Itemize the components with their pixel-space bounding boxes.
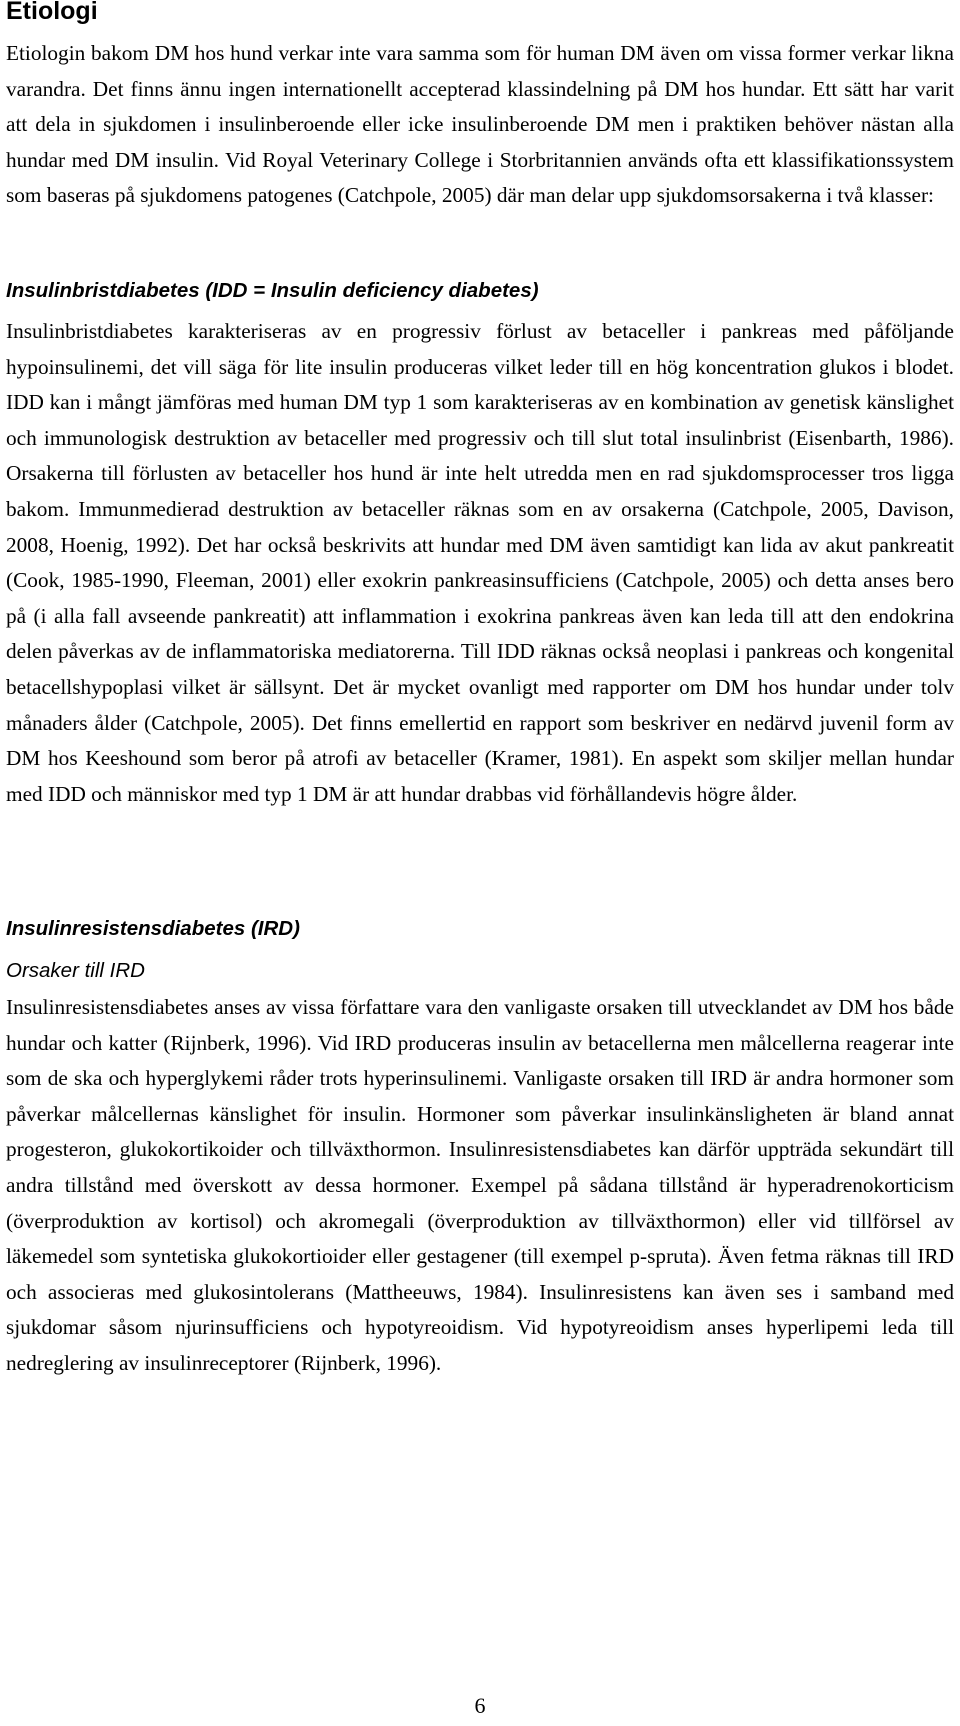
page-number: 6 [474, 1693, 486, 1718]
ird-subheading: Orsaker till IRD [6, 959, 145, 982]
ird-heading: Insulinresistensdiabetes (IRD) [6, 917, 300, 940]
intro-paragraph: Etiologin bakom DM hos hund verkar inte vara samma som för human DM även om vissa former verkar likna varandra. Det finns ännu ingen internationellt accepterad klassindelning på DM hos hundar. Ett sätt har varit att dela in sjukdomen i insulinberoende eller icke insulinberoende DM men i praktiken behöver nästan alla hundar med DM insulin. Vid Royal Veterinary College i Storbritannien används ofta ett klassifikationssystem som baseras på sjukdomens patogenes (Catchpole, 2005) där man delar upp sjukdomsorsakerna i två klasser: [6, 41, 954, 208]
section-title: Etiologi [6, 0, 98, 25]
idd-paragraph: Insulinbristdiabetes karakteriseras av en progressiv förlust av betaceller i pankreas med påföljande hypoinsulinemi, det vill säga för lite insulin produceras vilket leder till en hög koncentration glukos i blodet. IDD kan i mångt jämföras med human DM typ 1 som karakteriseras av en kombination av genetisk känslighet och immunologisk destruktion av betaceller med progressiv och till slut total insulinbrist (Eisenbarth, 1986). Orsakerna till förlusten av betaceller hos hund är inte helt utredda men en rad sjukdomsprocesser tros ligga bakom. Immunmedierad destruktion av betaceller räknas som en av orsakerna (Catchpole, 2005, Davison, 2008, Hoenig, 1992). Det har också beskrivits att hundar med DM även samtidigt kan lida av akut pankreatit (Cook, 1985-1990, Fleeman, 2001) eller exokrin pankreasinsufficiens (Catchpole, 2005) och detta anses bero på (i alla fall avseende pankreatit) att inflammation i exokrina pankreas även kan leda till att den endokrina delen påverkas av de inflammatoriska mediatorerna. Till IDD räknas också neoplasi i pankreas och kongenital betacellshypoplasi vilket är sällsynt. Det är mycket ovanligt med rapporter om DM hos hundar under tolv månaders ålder (Catchpole, 2005). Det finns emellertid en rapport som beskriver en nedärvd juvenil form av DM hos Keeshound som beror på atrofi av betaceller (Kramer, 1981). En aspekt som skiljer mellan hundar med IDD och människor med typ 1 DM är att hundar drabbas vid förhållandevis högre ålder. [6, 319, 954, 806]
idd-heading: Insulinbristdiabetes (IDD = Insulin deficiency diabetes) [6, 279, 539, 302]
ird-paragraph: Insulinresistensdiabetes anses av vissa författare vara den vanligaste orsaken till utvecklandet av DM hos både hundar och katter (Rijnberk, 1996). Vid IRD produceras insulin av betacellerna men målcellerna reagerar inte som de ska och hyperglykemi råder trots hyperinsulinemi. Vanligaste orsaken till IRD är andra hormoner som påverkar målcellernas känslighet för insulin. Hormoner som påverkar insulinkänsligheten är bland annat progesteron, glukokortikoider och tillväxthormon. Insulinresistensdiabetes kan därför uppträda sekundärt till andra tillstånd med överskott av dessa hormoner. Exempel på sådana tillstånd är hyperadrenokorticism (överproduktion av kortisol) och akromegali (överproduktion av tillväxthormon) eller vid tillförsel av läkemedel som syntetiska glukokortioider eller gestagener (till exempel p-spruta). Även fetma räknas till IRD och associeras med glukosintolerans (Mattheeuws, 1984). Insulinresistens kan även ses i samband med sjukdomar såsom njurinsufficiens och hypotyreoidism. Vid hypotyreoidism anses hyperlipemi leda till nedreglering av insulinreceptorer (Rijnberk, 1996). [6, 995, 954, 1375]
